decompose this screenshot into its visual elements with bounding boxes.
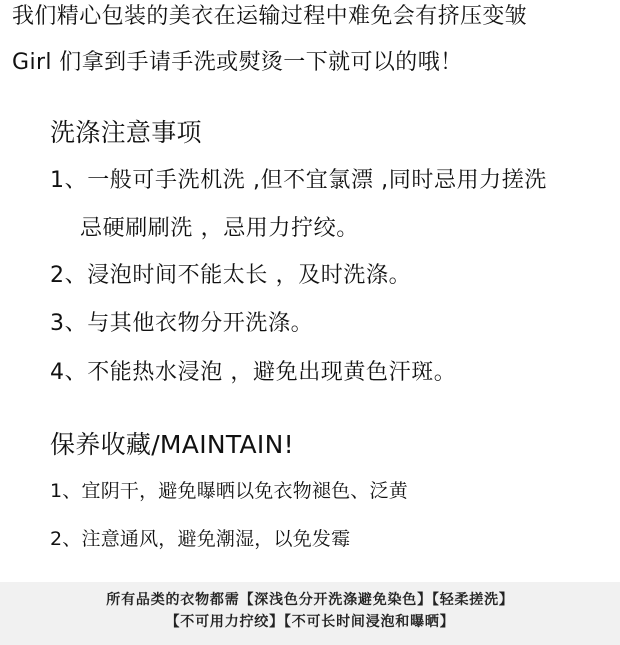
intro-line-1: 我们精心包装的美衣在运输过程中难免会有挤压变皱 — [12, 4, 528, 29]
maintenance-item-2: 2、注意通风，避免潮湿，以免发霉 — [50, 528, 351, 550]
washing-item-1-continued: 忌硬刷刷洗 ，忌用力拧绞。 — [80, 216, 359, 241]
footer-line-1: 所有品类的衣物都需【深浅色分开洗涤避免染色】【轻柔搓洗】 — [106, 592, 514, 608]
care-footer-banner — [0, 582, 620, 645]
maintenance-item-1: 1、宜阴干，避免曝晒以免衣物褪色、泛黄 — [50, 480, 408, 502]
footer-line-2: 【不可用力拧绞】【不可长时间浸泡和曝晒】 — [165, 614, 455, 630]
washing-item-1: 1、一般可手洗机洗 ,但不宜氯漂 ,同时忌用力搓洗 — [50, 168, 547, 193]
washing-item-4: 4、不能热水浸泡 ，避免出现黄色汗斑。 — [50, 360, 457, 385]
intro-line-2: Girl 们拿到手请手洗或熨烫一下就可以的哦！ — [12, 50, 463, 75]
washing-item-2: 2、浸泡时间不能太长 ，及时洗涤。 — [50, 263, 412, 288]
washing-item-3: 3、与其他衣物分开洗涤。 — [50, 311, 314, 336]
washing-heading: 洗涤注意事项 — [50, 118, 202, 147]
maintenance-heading: 保养收藏/MAINTAIN! — [50, 430, 294, 459]
